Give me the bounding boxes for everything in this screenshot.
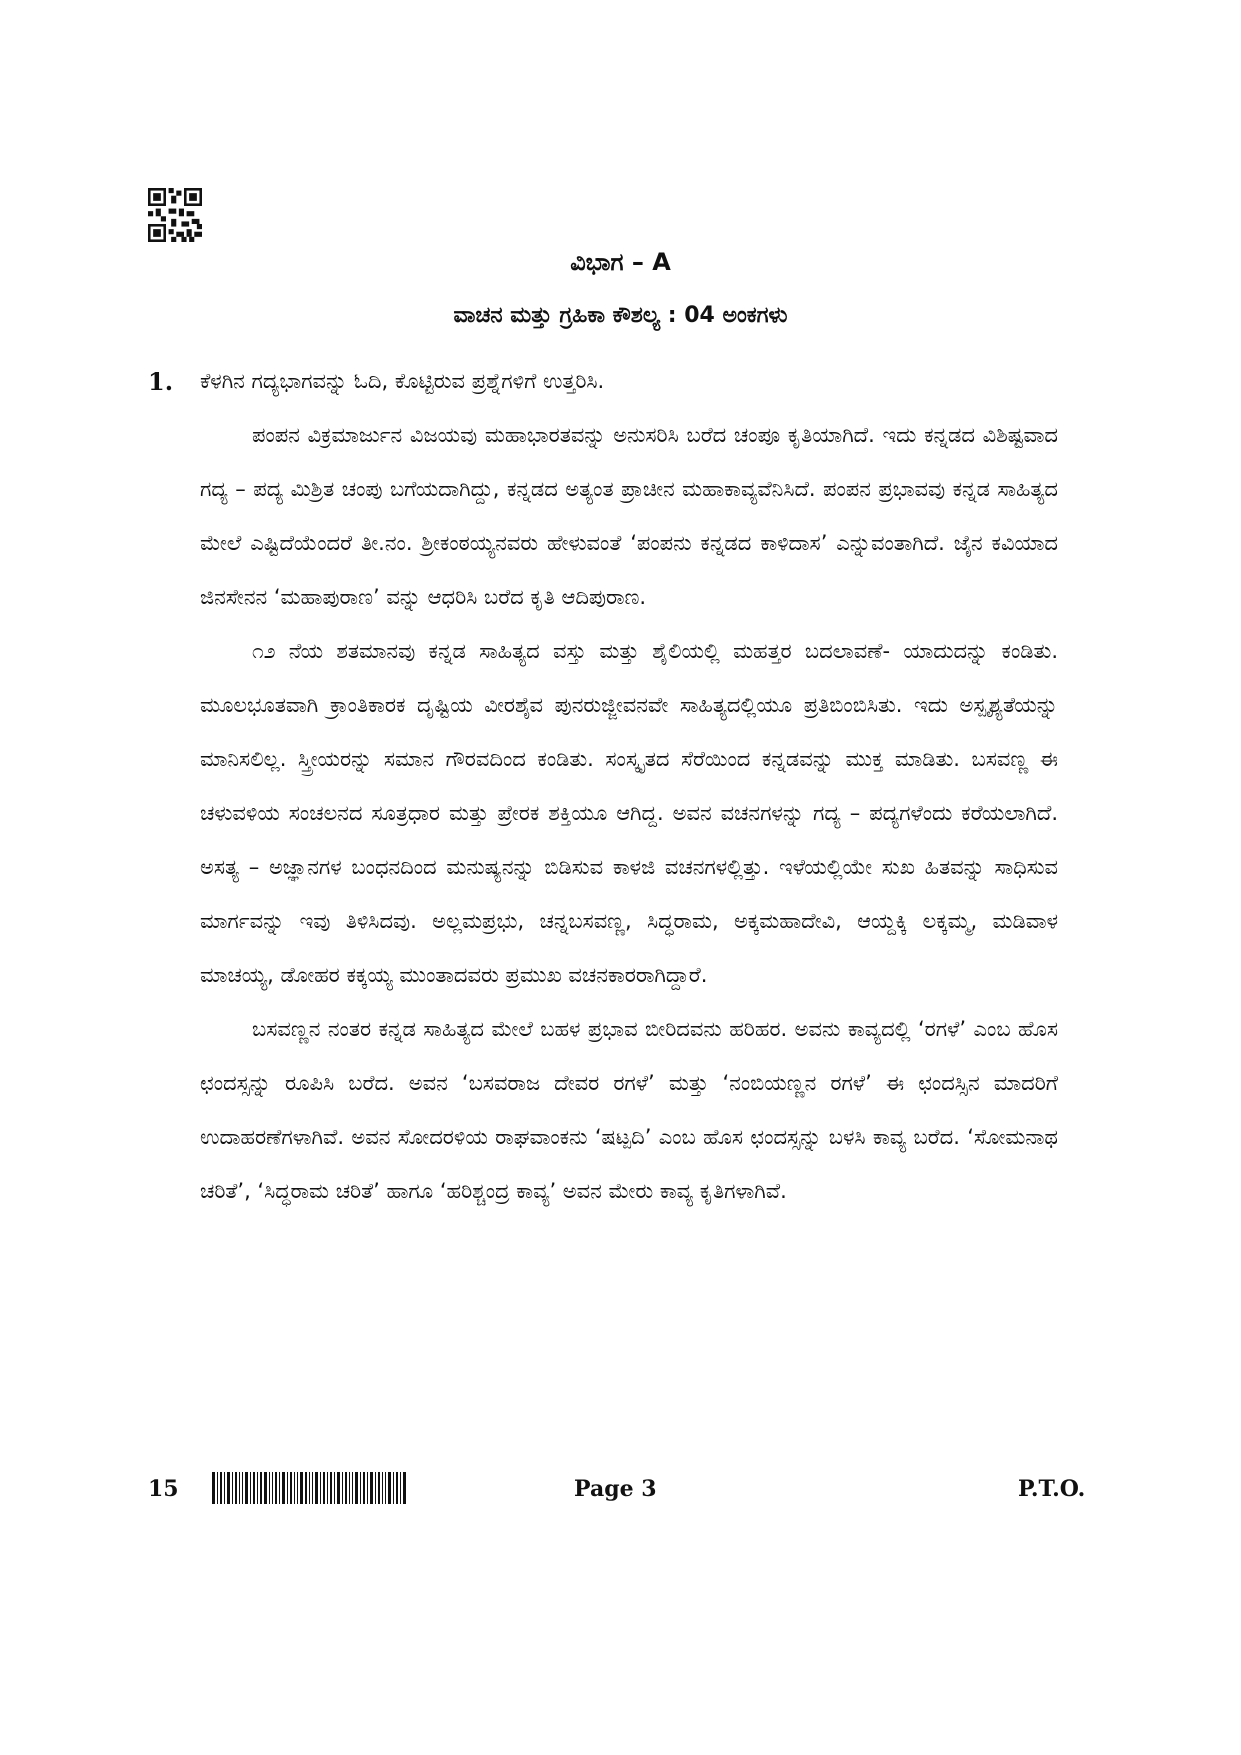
passage-paragraph-2: ೧೨ ನೆಯ ಶತಮಾನವು ಕನ್ನಡ ಸಾಹಿತ್ಯದ ವಸ್ತು ಮತ್ತು ಶೈಲಿಯಲ್ಲಿ ಮಹತ್ತರ ಬದಲಾವಣೆ- ಯಾದುದನ್ನು ಕಂಡಿತು. ಮೂಲಭೂತವಾಗಿ ಕ್ರಾಂತಿಕಾರಕ ದೃಷ್ಟಿಯ ವೀರಶೈವ ಪುನರುಜ್ಜೀವನವೇ ಸಾಹಿತ್ಯದಲ್ಲಿಯೂ ಪ್ರತಿಬಿಂಬಿಸಿತು. ಇದು ಅಸ್ಪೃಶ್ಯತೆಯನ್ನು ಮಾನಿಸಲಿಲ್ಲ. ಸ್ತ್ರೀಯರನ್ನು ಸಮಾನ ಗೌರವದಿಂದ ಕಂಡಿತು. ಸಂಸ್ಕೃತದ ಸೆರೆಯಿಂದ ಕನ್ನಡವನ್ನು ಮುಕ್ತ ಮಾಡಿತು. ಬಸವಣ್ಣ ಈ ಚಳುವಳಿಯ ಸಂಚಲನದ ಸೂತ್ರಧಾರ ಮತ್ತು ಪ್ರೇರಕ ಶಕ್ತಿಯೂ ಆಗಿದ್ದ. ಅವನ ವಚನಗಳನ್ನು ಗದ್ಯ – ಪದ್ಯಗಳೆಂದು ಕರೆಯಲಾಗಿದೆ. ಅಸತ್ಯ – ಅಜ್ಞಾನಗಳ ಬಂಧನದಿಂದ ಮನುಷ್ಯನನ್ನು ಬಿಡಿಸುವ ಕಾಳಜಿ ವಚನಗಳಲ್ಲಿತ್ತು. ಇಳೆಯಲ್ಲಿಯೇ ಸುಖ ಹಿತವನ್ನು ಸಾಧಿಸುವ ಮಾರ್ಗವನ್ನು ಇವು ತಿಳಿಸಿದವು. ಅಲ್ಲಮಪ್ರಭು, ಚನ್ನಬಸವಣ್ಣ, ಸಿದ್ಧರಾಮ, ಅಕ್ಕಮಹಾದೇವಿ, ಆಯ್ದಕ್ಕಿ ಲಕ್ಕಮ್ಮ, ಮಡಿವಾಳ ಮಾಚಯ್ಯ, ಡೋಹರ ಕಕ್ಕಯ್ಯ ಮುಂತಾದವರು ಪ್ರಮುಖ ವಚನಕಾರರಾಗಿದ್ದಾರೆ. (200, 639, 1058, 987)
page-number: Page 3 (574, 1476, 657, 1502)
passage-paragraph-3: ಬಸವಣ್ಣನ ನಂತರ ಕನ್ನಡ ಸಾಹಿತ್ಯದ ಮೇಲೆ ಬಹಳ ಪ್ರಭಾವ ಬೀರಿದವನು ಹರಿಹರ. ಅವನು ಕಾವ್ಯದಲ್ಲಿ ‘ರಗಳೆ’ ಎಂಬ ಹೊಸ ಛಂದಸ್ಸನ್ನು ರೂಪಿಸಿ ಬರೆದ. ಅವನ ‘ಬಸವರಾಜ ದೇವರ ರಗಳೆ’ ಮತ್ತು ‘ನಂಬಿಯಣ್ಣನ ರಗಳೆ’ ಈ ಛಂದಸ್ಸಿನ ಮಾದರಿಗೆ ಉದಾಹರಣೆಗಳಾಗಿವೆ. ಅವನ ಸೋದರಳಿಯ ರಾಘವಾಂಕನು ‘ಷಟ್ಪದಿ’ ಎಂಬ ಹೊಸ ಛಂದಸ್ಸನ್ನು ಬಳಸಿ ಕಾವ್ಯ ಬರೆದ. ‘ಸೋಮನಾಥ ಚರಿತೆ’, ‘ಸಿದ್ಧರಾಮ ಚರಿತೆ’ ಹಾಗೂ ‘ಹರಿಶ್ಚಂದ್ರ ಕಾವ್ಯ’ ಅವನ ಮೇರು ಕಾವ್ಯ ಕೃತಿಗಳಾಗಿವೆ. (200, 1017, 1058, 1203)
barcode (212, 1472, 408, 1504)
page-footer (0, 1472, 1241, 1512)
passage-paragraph-1: ಪಂಪನ ವಿಕ್ರಮಾರ್ಜುನ ವಿಜಯವು ಮಹಾಭಾರತವನ್ನು ಅನುಸರಿಸಿ ಬರೆದ ಚಂಪೂ ಕೃತಿಯಾಗಿದೆ. ಇದು ಕನ್ನಡದ ವಿಶಿಷ್ಟವಾದ ಗದ್ಯ – ಪದ್ಯ ಮಿಶ್ರಿತ ಚಂಪು ಬಗೆಯದಾಗಿದ್ದು, ಕನ್ನಡದ ಅತ್ಯಂತ ಪ್ರಾಚೀನ ಮಹಾಕಾವ್ಯವೆನಿಸಿದೆ. ಪಂಪನ ಪ್ರಭಾವವು ಕನ್ನಡ ಸಾಹಿತ್ಯದ ಮೇಲೆ ಎಷ್ಟಿದೆಯೆಂದರೆ ತೀ.ನಂ. ಶ್ರೀಕಂಠಯ್ಯನವರು ಹೇಳುವಂತೆ ‘ಪಂಪನು ಕನ್ನಡದ ಕಾಳಿದಾಸ’ ಎನ್ನುವಂತಾಗಿದೆ. ಜೈನ ಕವಿಯಾದ ಜಿನಸೇನನ ‘ಮಹಾಪುರಾಣ’ ವನ್ನು ಆಧರಿಸಿ ಬರೆದ ಕೃತಿ ಆದಿಪುರಾಣ. (200, 423, 1058, 609)
question-number: 1. (148, 367, 174, 396)
pto-label: P.T.O. (1018, 1476, 1086, 1502)
section-title: ವಿಭಾಗ – A (570, 248, 671, 276)
qr-code (148, 188, 202, 242)
section-subtitle: ವಾಚನ ಮತ್ತು ಗ್ರಹಿಕಾ ಕೌಶಲ್ಯ : 04 ಅಂಕಗಳು (453, 303, 788, 328)
reading-passage (200, 408, 1058, 1218)
question-instruction: ಕೆಳಗಿನ ಗದ್ಯಭಾಗವನ್ನು ಓದಿ, ಕೊಟ್ಟಿರುವ ಪ್ರಶ್ನೆಗಳಿಗೆ ಉತ್ತರಿಸಿ. (200, 369, 605, 393)
paper-code: 15 (148, 1476, 179, 1502)
